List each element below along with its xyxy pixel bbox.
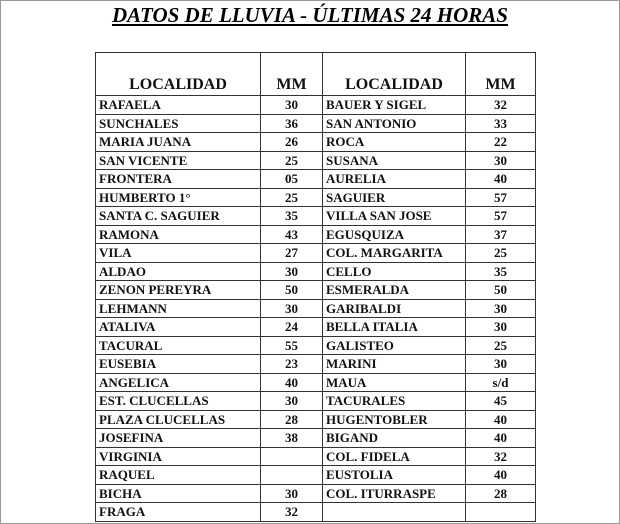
table-row <box>96 447 536 466</box>
header-mm: MM <box>466 53 536 96</box>
table-row <box>96 244 536 263</box>
locality-cell <box>323 503 466 522</box>
mm-cell: 25 <box>466 244 536 263</box>
table-row <box>96 188 536 207</box>
locality-cell: EUSTOLIA <box>323 466 466 485</box>
table-row <box>96 170 536 189</box>
locality-cell: ALDAO <box>96 262 261 281</box>
table-row <box>96 133 536 152</box>
mm-cell: 55 <box>261 336 323 355</box>
mm-cell: 30 <box>466 318 536 337</box>
mm-cell: 57 <box>466 188 536 207</box>
locality-cell: JOSEFINA <box>96 429 261 448</box>
table-row <box>96 373 536 392</box>
locality-cell: MAUA <box>323 373 466 392</box>
locality-cell: ZENON PEREYRA <box>96 281 261 300</box>
locality-cell: HUMBERTO 1° <box>96 188 261 207</box>
table-row <box>96 225 536 244</box>
locality-cell: GALISTEO <box>323 336 466 355</box>
table-row <box>96 318 536 337</box>
table-row <box>96 96 536 115</box>
mm-cell: 38 <box>261 429 323 448</box>
locality-cell: MARINI <box>323 355 466 374</box>
locality-cell: EUSEBIA <box>96 355 261 374</box>
rainfall-table <box>95 52 536 522</box>
locality-cell: COL. ITURRASPE <box>323 484 466 503</box>
mm-cell: 26 <box>261 133 323 152</box>
locality-cell: VIRGINIA <box>96 447 261 466</box>
table-row <box>96 336 536 355</box>
mm-cell: 32 <box>261 503 323 522</box>
mm-cell: 25 <box>466 336 536 355</box>
mm-cell: 33 <box>466 114 536 133</box>
mm-cell: 24 <box>261 318 323 337</box>
mm-cell: 35 <box>466 262 536 281</box>
locality-cell: FRONTERA <box>96 170 261 189</box>
mm-cell: 05 <box>261 170 323 189</box>
mm-cell: s/d <box>466 373 536 392</box>
table-row <box>96 484 536 503</box>
mm-cell: 30 <box>261 299 323 318</box>
locality-cell: ROCA <box>323 133 466 152</box>
mm-cell: 40 <box>261 373 323 392</box>
header-localidad: LOCALIDAD <box>323 53 466 96</box>
mm-cell: 32 <box>466 447 536 466</box>
locality-cell: SANTA C. SAGUIER <box>96 207 261 226</box>
mm-cell: 32 <box>466 96 536 115</box>
mm-cell <box>261 447 323 466</box>
table-row <box>96 429 536 448</box>
locality-cell: RAMONA <box>96 225 261 244</box>
locality-cell: COL. FIDELA <box>323 447 466 466</box>
table-row <box>96 355 536 374</box>
table-row <box>96 207 536 226</box>
mm-cell: 22 <box>466 133 536 152</box>
mm-cell: 50 <box>466 281 536 300</box>
mm-cell: 37 <box>466 225 536 244</box>
locality-cell: VILLA SAN JOSE <box>323 207 466 226</box>
locality-cell: BAUER Y SIGEL <box>323 96 466 115</box>
mm-cell: 36 <box>261 114 323 133</box>
table-row <box>96 503 536 522</box>
locality-cell: BICHA <box>96 484 261 503</box>
mm-cell: 25 <box>261 151 323 170</box>
locality-cell: RAFAELA <box>96 96 261 115</box>
locality-cell: SUSANA <box>323 151 466 170</box>
locality-cell: FRAGA <box>96 503 261 522</box>
header-localidad: LOCALIDAD <box>96 53 261 96</box>
table-header-row <box>96 53 536 96</box>
locality-cell: TACURAL <box>96 336 261 355</box>
mm-cell: 57 <box>466 207 536 226</box>
table-row <box>96 299 536 318</box>
table-row <box>96 262 536 281</box>
mm-cell: 40 <box>466 410 536 429</box>
locality-cell: ESMERALDA <box>323 281 466 300</box>
locality-cell: SAGUIER <box>323 188 466 207</box>
locality-cell: RAQUEL <box>96 466 261 485</box>
locality-cell: EST. CLUCELLAS <box>96 392 261 411</box>
mm-cell: 28 <box>261 410 323 429</box>
locality-cell: PLAZA CLUCELLAS <box>96 410 261 429</box>
mm-cell: 45 <box>466 392 536 411</box>
mm-cell <box>261 466 323 485</box>
mm-cell: 25 <box>261 188 323 207</box>
mm-cell: 43 <box>261 225 323 244</box>
locality-cell: BELLA ITALIA <box>323 318 466 337</box>
table-row <box>96 392 536 411</box>
table-row <box>96 281 536 300</box>
table-row <box>96 114 536 133</box>
locality-cell: HUGENTOBLER <box>323 410 466 429</box>
locality-cell: SUNCHALES <box>96 114 261 133</box>
locality-cell: TACURALES <box>323 392 466 411</box>
mm-cell: 35 <box>261 207 323 226</box>
locality-cell: MARIA JUANA <box>96 133 261 152</box>
mm-cell: 40 <box>466 466 536 485</box>
mm-cell: 30 <box>261 96 323 115</box>
mm-cell: 23 <box>261 355 323 374</box>
locality-cell: VILA <box>96 244 261 263</box>
table-row <box>96 410 536 429</box>
page-title: DATOS DE LLUVIA - ÚLTIMAS 24 HORAS <box>112 3 508 27</box>
locality-cell: CELLO <box>323 262 466 281</box>
mm-cell: 30 <box>466 299 536 318</box>
locality-cell: AURELIA <box>323 170 466 189</box>
mm-cell: 40 <box>466 170 536 189</box>
mm-cell: 27 <box>261 244 323 263</box>
locality-cell: SAN VICENTE <box>96 151 261 170</box>
mm-cell: 40 <box>466 429 536 448</box>
locality-cell: LEHMANN <box>96 299 261 318</box>
locality-cell: SAN ANTONIO <box>323 114 466 133</box>
locality-cell: COL. MARGARITA <box>323 244 466 263</box>
mm-cell: 30 <box>466 355 536 374</box>
locality-cell: BIGAND <box>323 429 466 448</box>
mm-cell: 30 <box>261 392 323 411</box>
locality-cell: ATALIVA <box>96 318 261 337</box>
locality-cell: GARIBALDI <box>323 299 466 318</box>
mm-cell <box>466 503 536 522</box>
header-mm: MM <box>261 53 323 96</box>
mm-cell: 50 <box>261 281 323 300</box>
mm-cell: 28 <box>466 484 536 503</box>
table-row <box>96 151 536 170</box>
table-row <box>96 466 536 485</box>
locality-cell: EGUSQUIZA <box>323 225 466 244</box>
mm-cell: 30 <box>466 151 536 170</box>
mm-cell: 30 <box>261 484 323 503</box>
mm-cell: 30 <box>261 262 323 281</box>
locality-cell: ANGELICA <box>96 373 261 392</box>
